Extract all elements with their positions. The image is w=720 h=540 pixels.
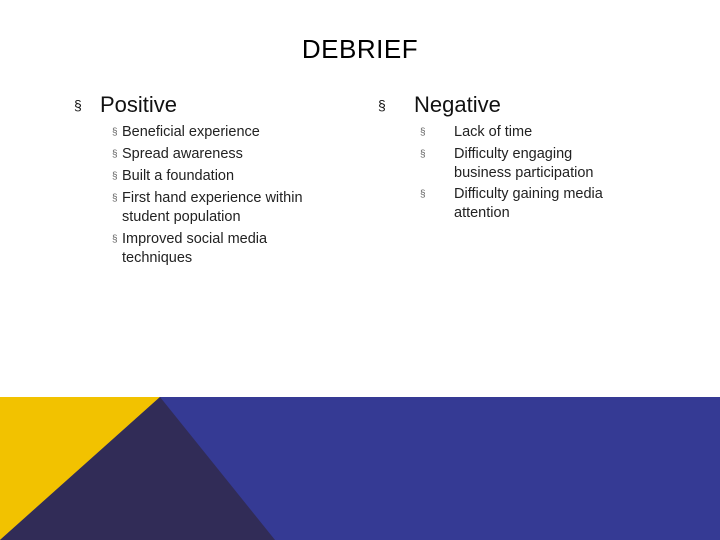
bullet-icon: § xyxy=(112,171,118,182)
bullet-icon: § xyxy=(420,149,426,160)
list-item-text: Beneficial experience xyxy=(122,124,260,140)
slide-title: DEBRIEF xyxy=(301,34,419,64)
list-item-text: First hand experience within student population xyxy=(122,190,303,225)
bullet-icon: § xyxy=(112,127,118,138)
positive-heading-bullet-icon: § xyxy=(74,97,82,113)
bullet-icon: § xyxy=(112,193,118,204)
list-item-text: Lack of time xyxy=(454,124,533,140)
list-item-text: Difficulty gaining media attention xyxy=(454,186,603,221)
list-item-text: Difficulty engaging business participation xyxy=(454,146,594,181)
bullet-icon: § xyxy=(112,149,118,160)
bullet-icon: § xyxy=(420,127,426,138)
list-item-text: Built a foundation xyxy=(122,168,235,184)
negative-heading: Negative xyxy=(414,92,501,117)
negative-heading-bullet-icon: § xyxy=(378,97,386,113)
bullet-icon: § xyxy=(112,234,118,245)
list-item-text: Spread awareness xyxy=(122,146,243,162)
bullet-icon: § xyxy=(420,189,426,200)
positive-heading: Positive xyxy=(100,92,178,117)
list-item-text: Improved social media techniques xyxy=(122,231,268,266)
